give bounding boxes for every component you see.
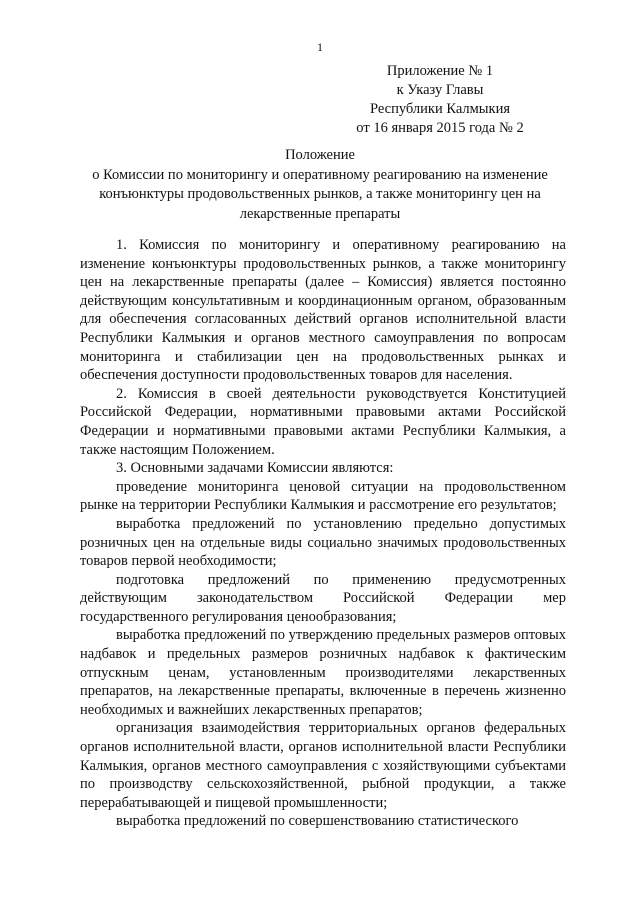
document-subtitle-line-2: конъюнктуры продовольственных рынков, а также мониторингу цен на [99,186,541,202]
appendix-line-3: Республики Калмыкия [369,101,511,117]
document-body [80,236,566,831]
document-title: Положение [285,147,355,163]
paragraph-1: 1. Комиссия по мониторингу и оперативному реагированию на изменение конъюнктуры продовольственных рынков, а также мониторингу цен на лекарственные препараты (далее – Комиссия) является постоянно действующим консультативным и координационным органом, образованным для обеспечения согласованных действий органов исполнительной власти Республики Калмыкия и органов местного самоуправления по вопросам мониторинга и стабилизации цен на продовольственных рынках и обеспечения доступности продовольственных товаров для населения. [80,237,566,384]
task-item-5: организация взаимодействия территориальных органов федеральных органов исполнительной власти, органов исполнительной власти Республики Калмыкия, органов местного самоуправления с хозяйствующими субъектами по производству сельскохозяйственной, рыбной продукции, а также перерабатывающей и пищевой промышленности; [80,720,566,811]
appendix-line-1: Приложение № 1 [386,63,494,79]
task-item-1: проведение мониторинга ценовой ситуации на продовольственном рынке на территории Республики Калмыкия и рассмотрение его результатов; [80,478,566,514]
appendix-line-4: от 16 января 2015 года № 2 [356,120,524,136]
appendix-block [330,62,550,138]
task-item-2: выработка предложений по установлению предельно допустимых розничных цен на отдельные виды социально значимых продовольственных товаров первой необходимости; [80,515,566,570]
appendix-line-2: к Указу Главы [396,82,484,98]
paragraph-3: 3. Основными задачами Комиссии являются: [116,460,394,477]
task-item-3: подготовка предложений по применению предусмотренных действующим законодательством Российской Федерации мер государственного регулирования ценообразования; [80,571,566,625]
task-item-4: выработка предложений по утверждению предельных размеров оптовых надбавок и предельных размеров розничных надбавок к фактическим отпускным ценам, установленным производителями лекарственных препаратов, на лекарственные препараты, включенные в перечень жизненно необходимых и важнейших лекарственных препаратов; [80,627,566,718]
document-title-block [60,146,580,224]
page-number: 1 [317,40,323,54]
paragraph-2: 2. Комиссия в своей деятельности руководствуется Конституцией Российской Федерации, нормативными правовыми актами Российской Федерации и нормативными правовыми актами Республики Калмыкия, а также настоящим Положением. [80,385,566,458]
document-subtitle-line-3: лекарственные препараты [239,205,401,222]
task-item-6: выработка предложений по совершенствованию статистического [116,813,519,830]
document-subtitle-line-1: о Комиссии по мониторингу и оперативному реагированию на изменение [92,166,548,183]
